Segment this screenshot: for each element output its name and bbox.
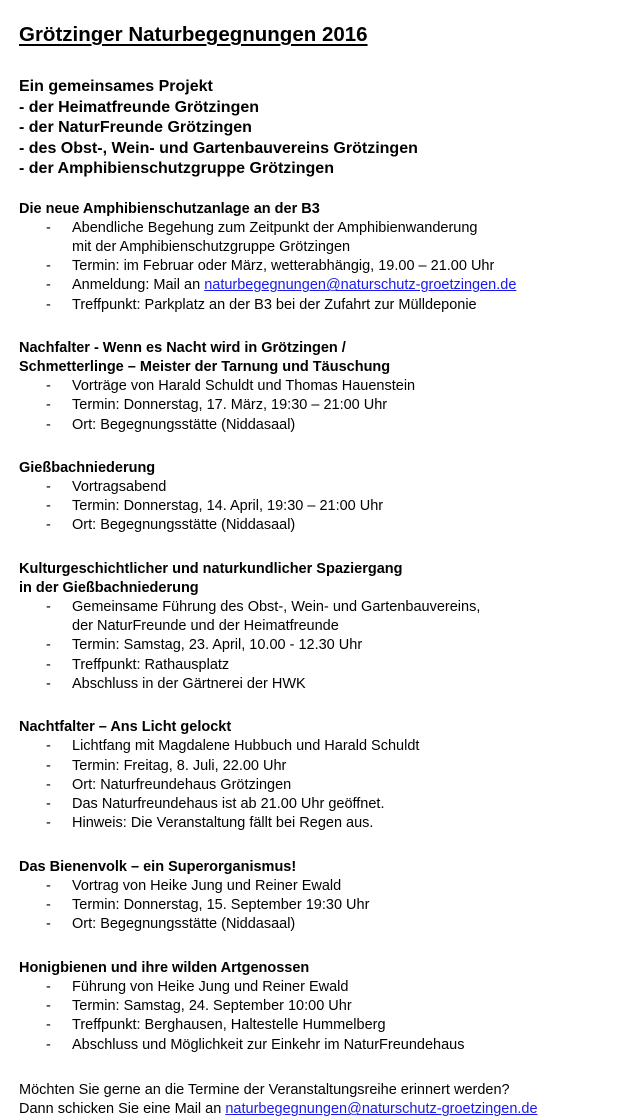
event-section [19,200,619,315]
detail-item [19,737,619,756]
detail-item [19,896,619,915]
detail-item [19,478,619,497]
list-dash: - [46,997,51,1014]
detail-item [19,516,619,535]
section-title: Schmetterlinge – Meister der Tarnung und Täuschung [19,358,391,375]
detail-item [19,656,619,675]
event-details [19,478,619,536]
detail-text: Treffpunkt: Parkplatz an der B3 bei der Zufahrt zur Mülldeponie [72,296,477,313]
list-dash: - [46,757,51,774]
detail-text: Termin: Freitag, 8. Juli, 22.00 Uhr [72,757,287,774]
detail-text: Vortrag von Heike Jung und Reiner Ewald [72,877,342,894]
event-section [19,959,619,1055]
intro-line: - des Obst-, Wein- und Gartenbauvereins Grötzingen [19,139,418,157]
detail-item [19,757,619,776]
detail-item [19,219,619,258]
detail-text: Termin: Donnerstag, 17. März, 19:30 – 21:00 Uhr [72,397,388,414]
detail-item [19,997,619,1016]
detail-continuation: mit der Amphibienschutzgruppe Grötzingen [72,238,351,255]
detail-item [19,915,619,934]
detail-text: Hinweis: Die Veranstaltung fällt bei Regen aus. [72,815,374,832]
detail-item [19,814,619,833]
list-dash: - [46,738,51,755]
detail-item [19,877,619,896]
section-title: Nachtfalter – Ans Licht gelockt [19,719,232,736]
detail-item [19,675,619,694]
event-section [19,459,619,536]
list-dash: - [46,656,51,673]
list-dash: - [46,1036,51,1053]
detail-item [19,377,619,396]
event-details [19,219,619,315]
detail-text: Führung von Heike Jung und Reiner Ewald [72,978,349,995]
detail-text: Termin: Donnerstag, 14. April, 19:30 – 21:00 Uhr [72,498,384,515]
list-dash: - [46,517,51,534]
event-section [19,858,619,935]
section-title: Nachfalter - Wenn es Nacht wird in Grötzingen / [19,339,346,356]
list-dash: - [46,916,51,933]
list-dash: - [46,675,51,692]
section-title: Das Bienenvolk – ein Superorganismus! [19,858,297,875]
detail-item [19,598,619,637]
event-section [19,560,619,694]
detail-item [19,795,619,814]
detail-item [19,1036,619,1055]
detail-item [19,978,619,997]
list-dash: - [46,498,51,515]
project-intro [19,77,619,180]
detail-item [19,1016,619,1035]
list-dash: - [46,478,51,495]
detail-text: Termin: Donnerstag, 15. September 19:30 Uhr [72,897,370,914]
detail-item [19,257,619,276]
event-section [19,339,619,435]
detail-text: Das Naturfreundehaus ist ab 21.00 Uhr geöffnet. [72,796,385,813]
detail-text: Ort: Begegnungsstätte (Niddasaal) [72,416,296,433]
detail-text: Vortragsabend [72,478,167,495]
list-dash: - [46,796,51,813]
detail-text: Treffpunkt: Berghausen, Haltestelle Hummelberg [72,1017,386,1034]
event-details [19,598,619,694]
document-title: Grötzinger Naturbegegnungen 2016 [19,23,368,46]
detail-text: Abendliche Begehung zum Zeitpunkt der Amphibienwanderung [72,219,478,236]
detail-text: Treffpunkt: Rathausplatz [72,656,230,673]
event-section [19,718,619,833]
detail-text: Abschluss und Möglichkeit zur Einkehr im NaturFreundehaus [72,1036,465,1053]
section-title: Gießbachniederung [19,459,156,476]
detail-text: Ort: Naturfreundehaus Grötzingen [72,776,292,793]
list-dash: - [46,296,51,313]
list-dash: - [46,877,51,894]
detail-text: Termin: im Februar oder März, wetterabhängig, 19.00 – 21.00 Uhr [72,258,495,275]
reminder-note [19,1081,619,1120]
list-dash: - [46,277,51,294]
list-dash: - [46,416,51,433]
detail-text: Lichtfang mit Magdalene Hubbuch und Harald Schuldt [72,738,420,755]
intro-line: - der Heimatfreunde Grötzingen [19,98,260,116]
intro-line: - der NaturFreunde Grötzingen [19,119,252,136]
list-dash: - [46,397,51,414]
event-details [19,737,619,833]
list-dash: - [46,815,51,832]
section-title: Kulturgeschichtlicher und naturkundlicher Spaziergang [19,560,403,577]
list-dash: - [46,598,51,615]
list-dash: - [46,258,51,275]
email-link[interactable]: naturbegegnungen@naturschutz-groetzingen.de [204,277,517,294]
detail-item [19,416,619,435]
reminder-text: Dann schicken Sie eine Mail an [19,1101,226,1118]
list-dash: - [46,1017,51,1034]
event-details [19,377,619,435]
detail-text: Ort: Begegnungsstätte (Niddasaal) [72,916,296,933]
detail-text: Abschluss in der Gärtnerei der HWK [72,675,306,692]
document-page [19,22,619,1120]
list-dash: - [46,637,51,654]
detail-text: Anmeldung: Mail an [72,277,205,294]
event-details [19,877,619,935]
email-link[interactable]: naturbegegnungen@naturschutz-groetzingen.de [225,1101,538,1118]
list-dash: - [46,776,51,793]
detail-text: Termin: Samstag, 23. April, 10.00 - 12.30 Uhr [72,637,363,654]
detail-item [19,636,619,655]
list-dash: - [46,219,51,236]
section-title: Honigbienen und ihre wilden Artgenossen [19,959,310,976]
list-dash: - [46,377,51,394]
reminder-question: Möchten Sie gerne an die Termine der Veranstaltungsreihe erinnert werden? [19,1081,510,1098]
reminder-line [19,1100,619,1120]
event-details [19,978,619,1055]
section-title: Die neue Amphibienschutzanlage an der B3 [19,200,320,217]
detail-item [19,276,619,295]
detail-text: Gemeinsame Führung des Obst-, Wein- und Gartenbauvereins, [72,598,481,615]
detail-item [19,497,619,516]
detail-item [19,776,619,795]
intro-line: - der Amphibienschutzgruppe Grötzingen [19,160,334,177]
detail-item [19,296,619,315]
list-dash: - [46,978,51,995]
list-dash: - [46,897,51,914]
section-title: in der Gießbachniederung [19,579,199,596]
detail-item [19,396,619,415]
detail-text: Vorträge von Harald Schuldt und Thomas Hauenstein [72,377,416,394]
intro-line: Ein gemeinsames Projekt [19,78,213,95]
detail-continuation: der NaturFreunde und der Heimatfreunde [72,618,339,635]
detail-text: Ort: Begegnungsstätte (Niddasaal) [72,517,296,534]
detail-text: Termin: Samstag, 24. September 10:00 Uhr [72,997,352,1014]
